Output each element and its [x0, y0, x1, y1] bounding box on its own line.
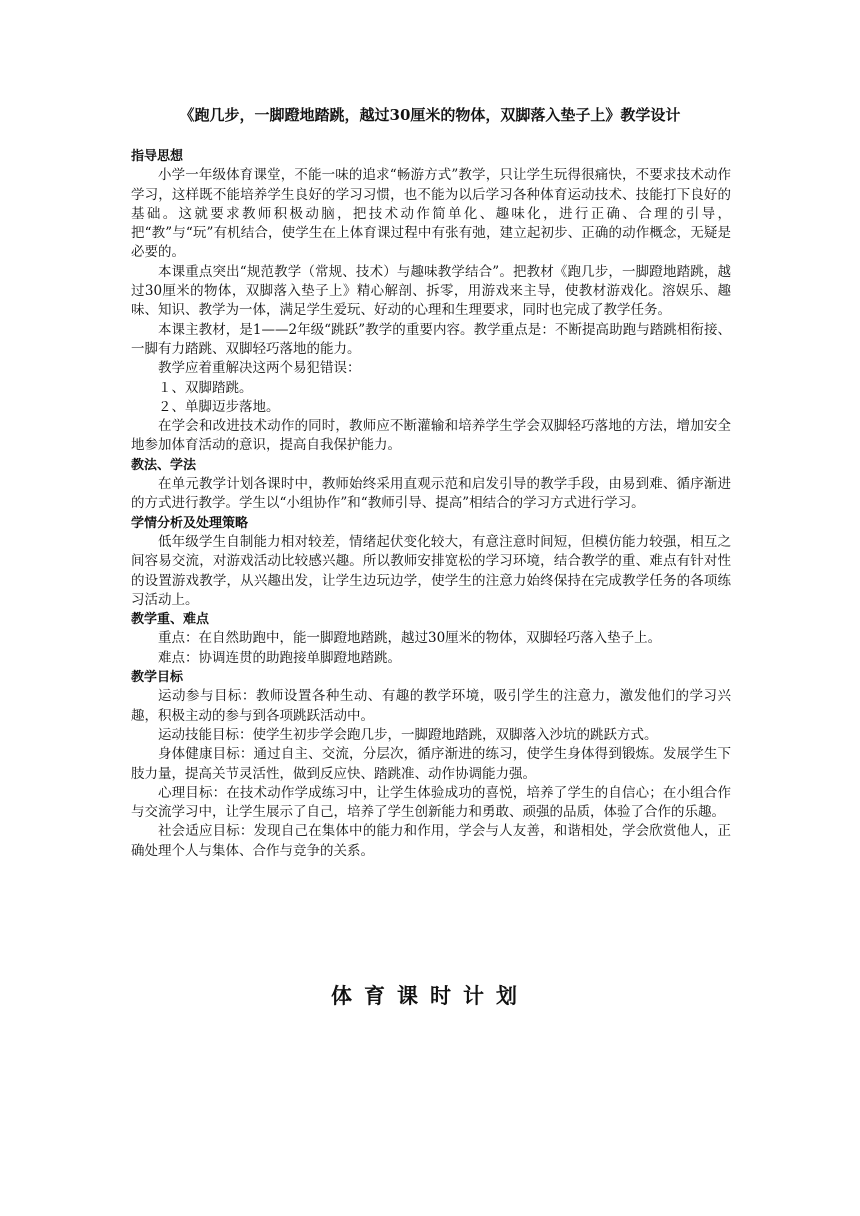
paragraph: 心理目标：在技术动作学成练习中，让学生体验成功的喜悦，培养了学生的自信心；在小组合作与交流学习中，让学生展示了自己，培养了学生创新能力和勇敢、顽强的品质，体验了合作的乐趣。	[131, 784, 731, 821]
list-item: ２、单脚迈步落地。	[158, 398, 280, 415]
paragraph: 运动技能目标：使学生初步学会跑几步，一脚蹬地踏跳，双脚落入沙坑的跳跃方式。	[158, 726, 658, 743]
paragraph: 运动参与目标：教师设置各种生动、有趣的教学环境，吸引学生的注意力，激发他们的学习兴趣，积极主动的参与到各项跳跃活动中。	[131, 688, 731, 724]
section-heading: 学情分析及处理策略	[131, 515, 249, 531]
paragraph: 本课主教材，是1——2年级“跳跃”教学的重要内容。教学重点是：不断提高助跑与踏跳相衔接、一脚有力踏跳、双脚轻巧落地的能力。	[131, 321, 731, 357]
paragraph: 重点：在自然助跑中，能一脚蹬地踏跳，越过30厘米的物体，双脚轻巧落入垫子上。	[158, 630, 662, 647]
paragraph: 低年级学生自制能力相对较差，情绪起伏变化较大，有意注意时间短，但模仿能力较强，相互之间容易交流，对游戏活动比较感兴趣。所以教师安排宽松的学习环境，结合教学的重、难点有针对性的设置游戏教学，从兴趣出发，让学生边玩边学，使学生的注意力始终保持在完成教学任务的各项练习活动上。	[131, 533, 731, 608]
paragraph: 小学一年级体育课堂，不能一味的追求“畅游方式”教学，只让学生玩得很痛快，不要求技术动作学习，这样既不能培养学生良好的学习习惯，也不能为以后学习各种体育运动技术、技能打下良好的基础。这就要求教师积极动脑，把技术动作简单化、趣味化，进行正确、合理的引导，把“教”与“玩”有机结合，使学生在上体育课过程中有张有弛，建立起初步、正确的动作概念，无疑是必要的。	[131, 167, 731, 261]
lesson-plan-title: 体育课时计划	[331, 983, 529, 1008]
section-heading: 教学重、难点	[131, 612, 210, 628]
section-teaching-objectives	[131, 668, 731, 861]
document-title: 《跑几步，一脚蹬地踏跳，越过30厘米的物体，双脚落入垫子上》教学设计	[179, 106, 681, 124]
paragraph: 在学会和改进技术动作的同时，教师应不断灌输和培养学生学会双脚轻巧落地的方法，增加安全地参加体育活动的意识，提高自我保护能力。	[131, 418, 731, 454]
paragraph: 难点：协调连贯的助跑接单脚蹬地踏跳。	[158, 649, 401, 666]
document-body	[131, 147, 731, 861]
section-guiding-ideology	[131, 147, 731, 456]
paragraph: 社会适应目标：发现自己在集体中的能力和作用，学会与人友善，和谐相处，学会欣赏他人，正确处理个人与集体、合作与竞争的关系。	[131, 823, 731, 859]
paragraph: 本课重点突出“规范教学（常规、技术）与趣味教学结合”。把教材《跑几步，一脚蹬地踏跳，越过30厘米的物体，双脚落入垫子上》精心解剖、拆零，用游戏来主导，使教材游戏化。溶娱乐、趣味、知识、教学为一体，满足学生爱玩、好动的心理和生理要求，同时也完成了教学任务。	[131, 263, 731, 319]
section-key-points	[131, 610, 731, 668]
paragraph: 在单元教学计划各课时中，教师始终采用直观示范和启发引导的教学手段，由易到难、循序渐进的方式进行教学。学生以“小组协作”和“教师引导、提高”相结合的学习方式进行学习。	[131, 476, 731, 512]
section-teaching-methods	[131, 456, 731, 514]
section-heading: 教法、学法	[131, 457, 197, 473]
paragraph: 身体健康目标：通过自主、交流，分层次，循序渐进的练习，使学生身体得到锻炼。发展学生下肢力量，提高关节灵活性，做到反应快、踏跳准、动作协调能力强。	[131, 746, 731, 782]
list-item: １、双脚踏跳。	[158, 379, 253, 396]
section-learner-analysis	[131, 514, 731, 610]
section-heading: 指导思想	[131, 149, 184, 164]
section-heading: 教学目标	[131, 670, 184, 686]
paragraph: 教学应着重解决这两个易犯错误：	[158, 360, 361, 377]
